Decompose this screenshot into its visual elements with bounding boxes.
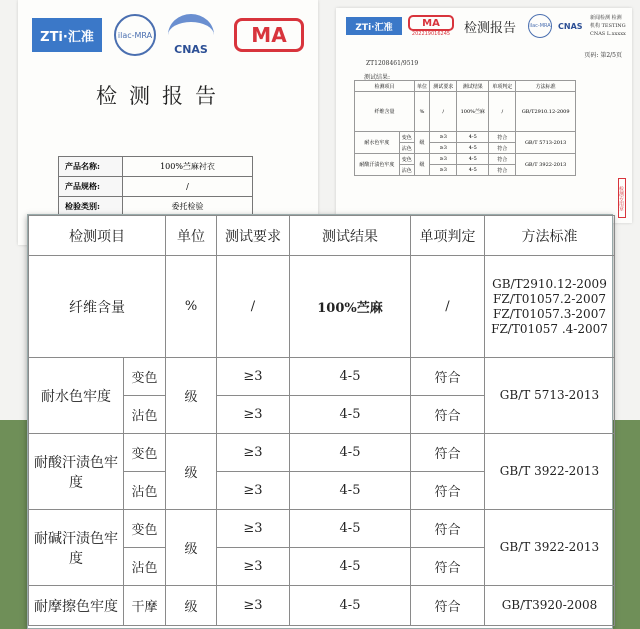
table-row	[29, 510, 615, 548]
header-result: 测试结果	[290, 216, 411, 256]
mini-cell: 纤维含量	[355, 92, 415, 132]
sub-item: 变色	[124, 434, 166, 472]
mini-cell: 检测项目	[355, 81, 415, 92]
result-cell: 4-5	[290, 434, 411, 472]
info-row	[59, 177, 253, 197]
mini-cell: 单位	[414, 81, 429, 92]
header-item: 检测项目	[29, 216, 166, 256]
mini-cell: 沾色	[399, 165, 414, 176]
report-result-page	[336, 8, 632, 223]
sub-item: 变色	[124, 510, 166, 548]
result-cell: 4-5	[290, 358, 411, 396]
ma-mark	[408, 15, 454, 37]
results-table	[28, 215, 615, 626]
mini-cell: GB/T 3922-2013	[516, 154, 576, 176]
requirement-cell: ≥3	[217, 510, 290, 548]
judgment-cell: 符合	[411, 586, 485, 626]
requirement-cell: ≥3	[217, 358, 290, 396]
zti-logo: ZTi·汇准	[32, 18, 102, 52]
page-title: 检测报告	[464, 20, 517, 36]
unit-cell: 级	[166, 358, 217, 434]
logo-row	[32, 14, 304, 56]
header-judgment: 单项判定	[411, 216, 485, 256]
mini-cell: 测试结果	[457, 81, 489, 92]
standard-line: GB/T2910.12-2009	[492, 276, 607, 291]
info-row	[59, 157, 253, 177]
sub-item: 干摩	[124, 586, 166, 626]
mini-cell: 级	[414, 132, 429, 154]
table-row	[355, 154, 576, 165]
page-header	[346, 14, 583, 38]
judgment-cell: 符合	[411, 548, 485, 586]
mini-cell: /	[430, 92, 457, 132]
table-row	[355, 132, 576, 143]
judgment-cell: 符合	[411, 434, 485, 472]
sub-item: 沾色	[124, 548, 166, 586]
report-number: ZT1208461/9519	[366, 60, 419, 67]
enlarged-results-table	[27, 214, 613, 629]
mini-cell: 级	[414, 154, 429, 176]
mini-cell: 符合	[489, 154, 516, 165]
table-row-fiber	[29, 256, 615, 358]
ilac-mra-logo: ilac-MRA	[114, 14, 156, 56]
info-value: /	[123, 177, 253, 197]
standard-cell: GB/T3920-2008	[485, 586, 615, 626]
requirement-cell: ≥3	[217, 548, 290, 586]
mini-cell: ≥3	[430, 143, 457, 154]
requirement-cell: /	[217, 256, 290, 358]
standard-line: FZ/T01057.3-2007	[493, 306, 606, 321]
unit-cell: %	[166, 256, 217, 358]
standard-cell	[485, 256, 615, 358]
sub-item: 变色	[124, 358, 166, 396]
item-name: 耐水色牢度	[29, 358, 124, 434]
ma-logo: MA	[234, 18, 304, 52]
mini-results-table	[354, 80, 576, 176]
standard-cell: GB/T 3922-2013	[485, 510, 615, 586]
mini-cell: ≥3	[430, 132, 457, 143]
judgment-cell: /	[411, 256, 485, 358]
mini-cell: 4-5	[457, 143, 489, 154]
requirement-cell: ≥3	[217, 472, 290, 510]
mini-cell: 4-5	[457, 132, 489, 143]
table-row	[29, 358, 615, 396]
table-row	[29, 586, 615, 626]
mini-cell: 耐水色牢度	[355, 132, 400, 154]
sub-item: 沾色	[124, 472, 166, 510]
result-cell: 4-5	[290, 510, 411, 548]
cnas-logo: CNAS	[168, 14, 214, 56]
item-name: 耐摩擦色牢度	[29, 586, 124, 626]
mini-cell: /	[489, 92, 516, 132]
judgment-cell: 符合	[411, 396, 485, 434]
table-row	[29, 434, 615, 472]
results-label: 测试结果:	[364, 74, 391, 81]
standard-line: FZ/T01057.2-2007	[493, 291, 606, 306]
judgment-cell: 符合	[411, 472, 485, 510]
ilac-mra-logo: ilac-MRA	[528, 14, 552, 38]
inspection-stamp: 检测专用章	[618, 178, 626, 218]
lab-info-text: 新闻检测 检测机构 TESTING CNAS L.xxxxx	[590, 15, 626, 37]
standard-cell: GB/T 3922-2013	[485, 434, 615, 510]
standard-line: FZ/T01057 .4-2007	[491, 321, 608, 336]
mini-cell: 符合	[489, 132, 516, 143]
table-row	[355, 92, 576, 132]
item-name: 纤维含量	[29, 256, 166, 358]
mini-cell: GB/T2910.12-2009	[516, 92, 576, 132]
mini-cell: 变色	[399, 154, 414, 165]
info-key: 产品规格:	[59, 177, 123, 197]
result-cell: 100%苎麻	[290, 256, 411, 358]
item-name: 耐碱汗渍色牢度	[29, 510, 124, 586]
report-title: 检测报告	[96, 84, 228, 108]
info-value: 100%苎麻衬衣	[123, 157, 253, 177]
mini-cell: 100%苎麻	[457, 92, 489, 132]
sub-item: 沾色	[124, 396, 166, 434]
requirement-cell: ≥3	[217, 586, 290, 626]
table-row	[355, 81, 576, 92]
unit-cell: 级	[166, 434, 217, 510]
standard-cell: GB/T 5713-2013	[485, 358, 615, 434]
product-info-table	[58, 156, 253, 217]
mini-cell: 沾色	[399, 143, 414, 154]
mini-cell: 符合	[489, 165, 516, 176]
mini-cell: 测试要求	[430, 81, 457, 92]
unit-cell: 级	[166, 586, 217, 626]
mini-cell: ≥3	[430, 154, 457, 165]
unit-cell: 级	[166, 510, 217, 586]
info-value: 委托检验	[123, 197, 253, 217]
requirement-cell: ≥3	[217, 434, 290, 472]
report-cover-page	[18, 0, 318, 245]
mini-cell: ≥3	[430, 165, 457, 176]
mini-cell: 方法标准	[516, 81, 576, 92]
mini-cell: 4-5	[457, 165, 489, 176]
item-name: 耐酸汗渍色牢度	[29, 434, 124, 510]
mini-cell: 单项判定	[489, 81, 516, 92]
header-row	[29, 216, 615, 256]
result-cell: 4-5	[290, 396, 411, 434]
zti-logo: ZTi·汇准	[346, 17, 402, 35]
judgment-cell: 符合	[411, 358, 485, 396]
result-cell: 4-5	[290, 586, 411, 626]
header-requirement: 测试要求	[217, 216, 290, 256]
result-cell: 4-5	[290, 548, 411, 586]
ma-logo: MA	[408, 15, 454, 31]
header-standard: 方法标准	[485, 216, 615, 256]
mini-cell: 符合	[489, 143, 516, 154]
page-number: 页码: 第2/5页	[584, 52, 622, 59]
mini-cell: 耐酸汗渍色牢度	[355, 154, 400, 176]
mini-cell: %	[414, 92, 429, 132]
mini-cell: GB/T 5713-2013	[516, 132, 576, 154]
cnas-logo: CNAS	[558, 21, 583, 31]
ma-number: 202219016245	[411, 31, 451, 37]
mini-cell: 4-5	[457, 154, 489, 165]
info-key: 产品名称:	[59, 157, 123, 177]
mini-cell: 变色	[399, 132, 414, 143]
judgment-cell: 符合	[411, 510, 485, 548]
header-unit: 单位	[166, 216, 217, 256]
result-cell: 4-5	[290, 472, 411, 510]
info-key: 检验类别:	[59, 197, 123, 217]
requirement-cell: ≥3	[217, 396, 290, 434]
